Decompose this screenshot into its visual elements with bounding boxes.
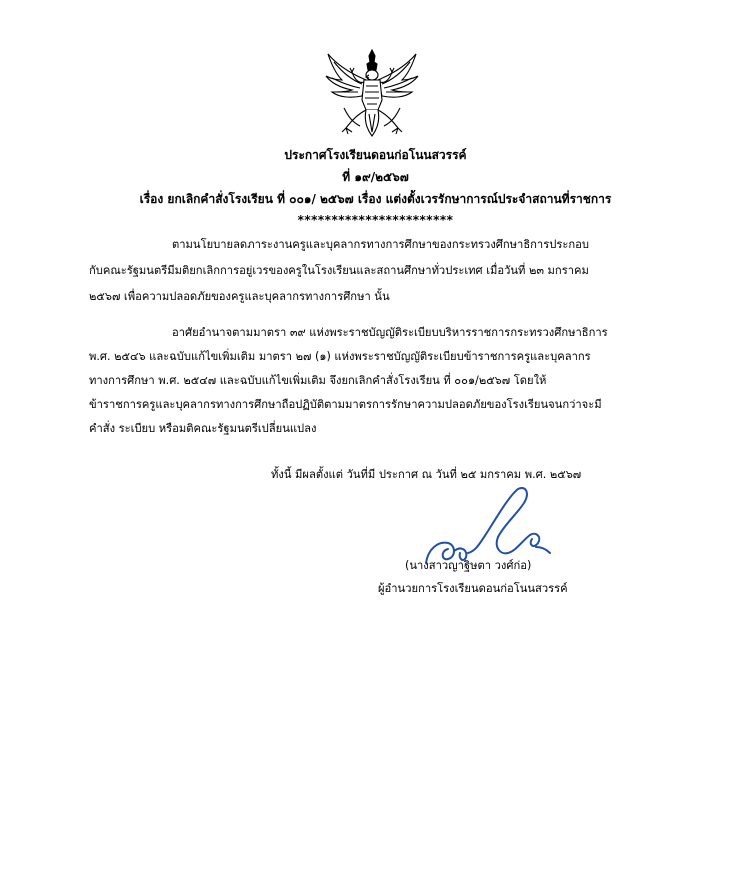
garuda-emblem-icon xyxy=(322,48,422,140)
paragraph2-line: พ.ศ. ๒๕๔๖ และฉบับแก้ไขเพิ่มเติม มาตรา ๒๗ (๑) แห่งพระราชบัญญัติระเบียบข้าราชการครูและบุคลากร xyxy=(89,350,591,363)
announcement-title: ประกาศโรงเรียนดอนก่อโนนสวรรค์ xyxy=(284,148,467,162)
paragraph1-line: ตามนโยบายลดภาระงานครูและบุคลากรทางการศึกษาของกระทรวงศึกษาธิการประกอบ xyxy=(172,238,589,251)
announcement-subject: เรื่อง ยกเลิกคำสั่งโรงเรียน ที่ ๐๐๑/ ๒๕๖๗ เรื่อง แต่งตั้งเวรรักษาการณ์ประจำสถานที่ราชการ xyxy=(139,192,612,206)
signatory-position: ผู้อำนวยการโรงเรียนดอนก่อโนนสวรรค์ xyxy=(378,582,568,595)
paragraph1-line: กับคณะรัฐมนตรีมีมติยกเลิกการอยู่เวรของครูในโรงเรียนและสถานศึกษาทั่วประเทศ เมื่อวันที่ ๒๓ มกราคม xyxy=(89,264,589,277)
separator-line: *********************** xyxy=(297,213,454,227)
paragraph2-line: ทางการศึกษา พ.ศ. ๒๕๔๗ และฉบับแก้ไขเพิ่มเติม จึงยกเลิกคำสั่งโรงเรียน ที่ ๐๐๑/๒๕๖๗ โดยให้ xyxy=(89,374,547,387)
announcement-number: ที่ ๑๙/๒๕๖๗ xyxy=(342,170,409,184)
signatory-name: (นางสาวญาฐิษตา วงศ์ก่อ) xyxy=(405,559,532,572)
paragraph2-line: อาศัยอำนาจตามมาตรา ๓๙ แห่งพระราชบัญญัติระเบียบบริหารราชการกระทรวงศึกษาธิการ xyxy=(172,326,608,339)
effective-date-line: ทั้งนี้ มีผลตั้งแต่ วันที่มี ประกาศ ณ วันที่ ๒๕ มกราคม พ.ศ. ๒๕๖๗ xyxy=(271,468,582,481)
paragraph2-line: ข้าราชการครูและบุคลากรทางการศึกษาถือปฏิบัติตามมาตรการรักษาความปลอดภัยของโรงเรียนจนกว่าจะมี xyxy=(89,398,602,411)
paragraph2-line: คำสั่ง ระเบียบ หรือมติคณะรัฐมนตรีเปลี่ยนแปลง xyxy=(89,422,317,435)
paragraph1-line: ๒๕๖๗ เพื่อความปลอดภัยของครูและบุคลากรทางการศึกษา นั้น xyxy=(89,290,390,303)
